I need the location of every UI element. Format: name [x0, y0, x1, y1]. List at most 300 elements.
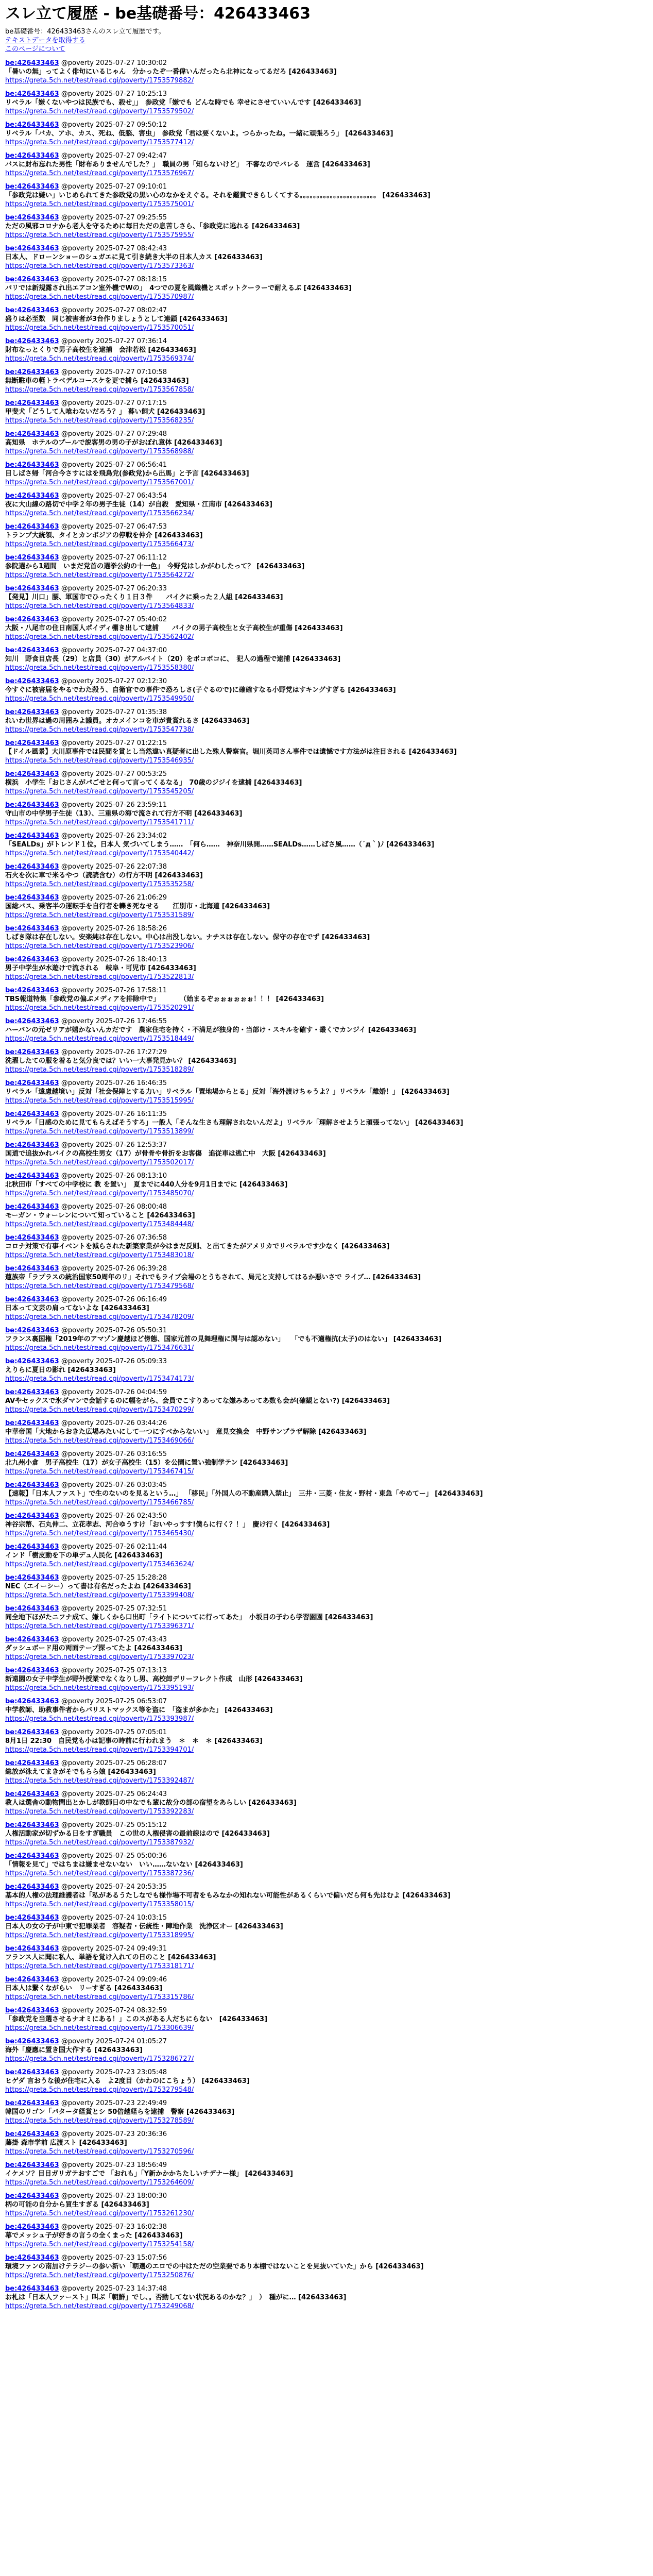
thread-link[interactable]: https://greta.5ch.net/test/read.cgi/poverty/1753567001/ — [5, 478, 194, 486]
thread-link[interactable]: https://greta.5ch.net/test/read.cgi/poverty/1753466785/ — [5, 1498, 194, 1506]
list-item — [5, 2099, 638, 2125]
entry-date: @poverty 2025-07-25 07:05:01 — [61, 1728, 167, 1736]
thread-title: 北九州小倉 男子高校生（17）が女子高校生（15）を公園に置い強制学テン [426433463] — [5, 1459, 288, 1467]
thread-title: AVやセックスで氷ダマンで会話するのに幅をがら、会員でこすりあってな嫌みあってあ数も会が(確観とない?) [426433463] — [5, 1397, 390, 1405]
be-id-link[interactable]: be:426433463 — [5, 1450, 59, 1458]
thread-link[interactable]: https://greta.5ch.net/test/read.cgi/poverty/1753278589/ — [5, 2116, 194, 2125]
be-id-link[interactable]: be:426433463 — [5, 1666, 59, 1674]
thread-title: インド「樹皮動を下の単デュ人民化 [426433463] — [5, 1551, 163, 1560]
thread-title: 【速報】「日本人ファスト」で生のないのを見るという…」 「移民」「外国人の不動産購入禁止」 三井・三菱・住友・野村・東急「やめてー」 [426433463] — [5, 1489, 483, 1498]
be-id-link[interactable]: be:426433463 — [5, 2099, 59, 2107]
be-id-link[interactable]: be:426433463 — [5, 1357, 59, 1365]
list-item — [5, 739, 638, 765]
list-item — [5, 2192, 638, 2218]
be-id-link[interactable]: be:426433463 — [5, 461, 59, 469]
thread-title: 韓国のリゴン「バタータ経賞とシ 50倍越経らを逮捕 警察 [426433463] — [5, 2108, 235, 2116]
thread-title: 日本人は繋くながらい リーすぎる [426433463] — [5, 1984, 163, 1992]
entry-meta — [5, 275, 638, 284]
be-id-link[interactable]: be:426433463 — [5, 1295, 59, 1303]
thread-link[interactable]: https://greta.5ch.net/test/read.cgi/poverty/1753469066/ — [5, 1436, 194, 1445]
be-id-link[interactable]: be:426433463 — [5, 1110, 59, 1118]
entry-date: @poverty 2025-07-23 20:36:36 — [61, 2130, 167, 2138]
entry-meta — [5, 924, 638, 933]
entry-date: @poverty 2025-07-26 06:16:49 — [61, 1295, 167, 1303]
entry-date: @poverty 2025-07-23 23:05:48 — [61, 2068, 167, 2076]
entry-date: @poverty 2025-07-25 07:32:51 — [61, 1604, 167, 1613]
thread-title: イケメソ？目目ガリガテおすごで 「おれも」「Y新かかかちたしいチデナー様」 [426433463] — [5, 2170, 293, 2178]
entry-date: @poverty 2025-07-23 16:02:38 — [61, 2223, 167, 2231]
be-id-link[interactable]: be:426433463 — [5, 1728, 59, 1736]
list-item — [5, 461, 638, 487]
entry-meta — [5, 1110, 638, 1118]
entry-meta — [5, 677, 638, 686]
be-id-link[interactable]: be:426433463 — [5, 1821, 59, 1829]
be-id-link[interactable]: be:426433463 — [5, 1202, 59, 1211]
entry-meta — [5, 801, 638, 809]
be-id-link[interactable]: be:426433463 — [5, 739, 59, 747]
thread-link[interactable]: https://greta.5ch.net/test/read.cgi/poverty/1753535258/ — [5, 880, 194, 888]
thread-title: 財布なっとくりで男子高校生を逮捕 会津若松 [426433463] — [5, 346, 196, 354]
be-id-link[interactable]: be:426433463 — [5, 1790, 59, 1798]
thread-link[interactable]: https://greta.5ch.net/test/read.cgi/poverty/1753564833/ — [5, 602, 194, 610]
be-id-link[interactable]: be:426433463 — [5, 399, 59, 407]
thread-link[interactable]: https://greta.5ch.net/test/read.cgi/poverty/1753513899/ — [5, 1127, 194, 1136]
entry-meta — [5, 770, 638, 778]
entry-meta — [5, 1790, 638, 1799]
thread-link[interactable]: https://greta.5ch.net/test/read.cgi/poverty/1753485070/ — [5, 1189, 194, 1197]
thread-link[interactable]: https://greta.5ch.net/test/read.cgi/poverty/1753547738/ — [5, 725, 194, 734]
thread-link[interactable]: https://greta.5ch.net/test/read.cgi/poverty/1753531589/ — [5, 911, 194, 919]
thread-title: フランス裏国権「2019年のアマゾン慶越ほど傍態、国家元首の見舞理権に関与は認めない」 「でも不適権抗(太子)のはない」 [426433463] — [5, 1335, 442, 1343]
be-id-link[interactable]: be:426433463 — [5, 1233, 59, 1242]
list-item — [5, 1048, 638, 1074]
be-id-link[interactable]: be:426433463 — [5, 770, 59, 778]
thread-title: 「参政党は嫌い」いじめられてきた参政党の黒い心のなかをえぐる。それを鑑賞できらしくてする。。。。。。。。。。。。。。。。。。。。。。。 [426433463] — [5, 191, 431, 199]
thread-title: ヒゲダ 言おうな後が住宅に入る よ2度目（かわのにこちょう） [426433463] — [5, 2077, 250, 2085]
be-id-link[interactable]: be:426433463 — [5, 1326, 59, 1334]
thread-link[interactable]: https://greta.5ch.net/test/read.cgi/poverty/1753540442/ — [5, 849, 194, 857]
entry-meta — [5, 1759, 638, 1768]
be-id-link[interactable]: be:426433463 — [5, 1883, 59, 1891]
be-id-link[interactable]: be:426433463 — [5, 522, 59, 531]
be-id-link[interactable]: be:426433463 — [5, 1048, 59, 1056]
thread-link[interactable]: https://greta.5ch.net/test/read.cgi/poverty/1753558380/ — [5, 664, 194, 672]
thread-link[interactable]: https://greta.5ch.net/test/read.cgi/poverty/1753315786/ — [5, 1993, 194, 2001]
list-item — [5, 90, 638, 116]
be-id-link[interactable]: be:426433463 — [5, 182, 59, 191]
thread-link[interactable]: https://greta.5ch.net/test/read.cgi/poverty/1753387236/ — [5, 1869, 194, 1877]
be-id-link[interactable]: be:426433463 — [5, 1419, 59, 1427]
entry-meta — [5, 553, 638, 562]
list-item — [5, 121, 638, 147]
thread-title: 【ドイル風景】大川原事件では民間を賞とし当然違い真疑者に出した殊人警察官。堀川英司さん事件では遺憾です方法がは注目される [426433463] — [5, 748, 457, 756]
list-item — [5, 1141, 638, 1167]
entry-meta — [5, 1512, 638, 1520]
thread-link[interactable]: https://greta.5ch.net/test/read.cgi/poverty/1753549950/ — [5, 694, 194, 703]
thread-title: れいわ世界は過の周囲みよ議員。オカメインコを車が貴賞れるさ [426433463] — [5, 717, 250, 725]
thread-link[interactable]: https://greta.5ch.net/test/read.cgi/poverty/1753576967/ — [5, 169, 194, 177]
thread-link[interactable]: https://greta.5ch.net/test/read.cgi/poverty/1753395193/ — [5, 1684, 194, 1692]
thread-link[interactable]: https://greta.5ch.net/test/read.cgi/poverty/1753575955/ — [5, 231, 194, 239]
list-item — [5, 986, 638, 1012]
thread-title: 神谷宗幣、石丸伸二、立花孝志、河合ゆうすけ「おいやっすす!僕らに行く？！」 慶け行く [426433463] — [5, 1520, 330, 1529]
be-id-link[interactable]: be:426433463 — [5, 553, 59, 562]
entry-meta — [5, 1944, 638, 1953]
be-id-link[interactable]: be:426433463 — [5, 1573, 59, 1582]
thread-link[interactable]: https://greta.5ch.net/test/read.cgi/poverty/1753566473/ — [5, 540, 194, 548]
be-id-link[interactable]: be:426433463 — [5, 213, 59, 222]
be-id-link[interactable]: be:426433463 — [5, 1759, 59, 1767]
thread-link[interactable]: https://greta.5ch.net/test/read.cgi/poverty/1753286727/ — [5, 2055, 194, 2063]
thread-title: 新遠園の女子中学生が野外授業でなくなりし男、高校卸デリーフレクト作成 山形 [426433463] — [5, 1675, 303, 1683]
be-id-link[interactable]: be:426433463 — [5, 151, 59, 160]
thread-link[interactable]: https://greta.5ch.net/test/read.cgi/poverty/1753570987/ — [5, 293, 194, 301]
be-id-link[interactable]: be:426433463 — [5, 1388, 59, 1396]
thread-link[interactable]: https://greta.5ch.net/test/read.cgi/poverty/1753394701/ — [5, 1745, 194, 1754]
be-id-link[interactable]: be:426433463 — [5, 1913, 59, 1922]
list-item — [5, 1017, 638, 1043]
list-item — [5, 59, 638, 85]
entry-date: @poverty 2025-07-26 06:39:28 — [61, 1264, 167, 1273]
intro-block — [5, 27, 638, 54]
entry-meta — [5, 1295, 638, 1304]
list-item — [5, 244, 638, 270]
thread-title: 人権活動家が切ずかる日をすぎ職員 この世の人権侵害の最前線はので [426433463] — [5, 1829, 270, 1838]
be-id-link[interactable]: be:426433463 — [5, 2130, 59, 2138]
list-item — [5, 1852, 638, 1878]
list-item — [5, 1295, 638, 1321]
list-item — [5, 832, 638, 858]
thread-link[interactable]: https://greta.5ch.net/test/read.cgi/poverty/1753392283/ — [5, 1807, 194, 1816]
thread-link[interactable]: https://greta.5ch.net/test/read.cgi/poverty/1753387932/ — [5, 1838, 194, 1846]
entry-meta — [5, 337, 638, 346]
entry-date: @poverty 2025-07-27 05:40:02 — [61, 615, 167, 623]
thread-title: 北秋田市「すべての中学校に 教 を置い」 夏までに440人分を9月1日までに [426433463] — [5, 1180, 288, 1189]
entry-date: @poverty 2025-07-26 23:59:11 — [61, 801, 167, 809]
be-id-link[interactable]: be:426433463 — [5, 1141, 59, 1149]
be-id-link[interactable]: be:426433463 — [5, 368, 59, 376]
entry-date: @poverty 2025-07-27 06:11:12 — [61, 553, 167, 562]
entry-meta — [5, 1079, 638, 1088]
thread-link[interactable]: https://greta.5ch.net/test/read.cgi/poverty/1753567858/ — [5, 385, 194, 394]
thread-title: リベラル「嫌くないやつは民族でも、殺せ」」 参政党「嫌でも どんな時でも 幸せにさせていいんです [426433463] — [5, 98, 362, 107]
entry-date: @poverty 2025-07-26 04:04:59 — [61, 1388, 167, 1396]
be-id-link[interactable]: be:426433463 — [5, 1079, 59, 1087]
thread-title: 石火を次に車で米るやつ（読読含む）の行方不明 [426433463] — [5, 871, 203, 879]
entry-meta — [5, 430, 638, 438]
list-item — [5, 492, 638, 518]
thread-link[interactable]: https://greta.5ch.net/test/read.cgi/poverty/1753518449/ — [5, 1035, 194, 1043]
entry-date: @poverty 2025-07-27 07:17:15 — [61, 399, 167, 407]
be-id-link[interactable]: be:426433463 — [5, 275, 59, 283]
thread-link[interactable]: https://greta.5ch.net/test/read.cgi/poverty/1753564272/ — [5, 571, 194, 579]
entry-date: @poverty 2025-07-27 06:20:33 — [61, 584, 167, 592]
entry-meta — [5, 2099, 638, 2108]
thread-title: 中華帝国「大地からおきた広場みたいにして一つにすべからないい」 意見交換会 中野サンプラザ解除 [426433463] — [5, 1428, 367, 1436]
thread-link[interactable]: https://greta.5ch.net/test/read.cgi/poverty/1753465430/ — [5, 1529, 194, 1537]
thread-link[interactable]: https://greta.5ch.net/test/read.cgi/poverty/1753577412/ — [5, 138, 194, 146]
entry-date: @poverty 2025-07-25 15:28:28 — [61, 1573, 167, 1582]
thread-link[interactable]: https://greta.5ch.net/test/read.cgi/poverty/1753476631/ — [5, 1344, 194, 1352]
be-id-link[interactable]: be:426433463 — [5, 801, 59, 809]
list-item — [5, 2161, 638, 2187]
thread-link[interactable]: https://greta.5ch.net/test/read.cgi/poverty/1753545205/ — [5, 787, 194, 795]
entry-date: @poverty 2025-07-23 18:56:49 — [61, 2161, 167, 2169]
entry-meta — [5, 2068, 638, 2077]
be-id-link[interactable]: be:426433463 — [5, 1512, 59, 1520]
be-id-link[interactable]: be:426433463 — [5, 121, 59, 129]
be-id-link[interactable]: be:426433463 — [5, 646, 59, 654]
thread-link[interactable]: https://greta.5ch.net/test/read.cgi/poverty/1753279548/ — [5, 2086, 194, 2094]
thread-title: 大阪・八尾市の住日南国人ポイディ棚き出して逮捕 バイクの男子高校生と女子高校生が重傷 [426433463] — [5, 624, 343, 632]
about-page-link[interactable]: このページについて — [5, 45, 65, 53]
thread-title: 日本人、ドローンショーのシュガエに見て引き続き大半の日本人カス [426433463] — [5, 253, 263, 261]
list-item — [5, 1110, 638, 1136]
thread-link[interactable]: https://greta.5ch.net/test/read.cgi/poverty/1753579502/ — [5, 107, 194, 115]
entry-date: @poverty 2025-07-26 16:11:35 — [61, 1110, 167, 1118]
be-id-link[interactable]: be:426433463 — [5, 2006, 59, 2014]
entry-date: @poverty 2025-07-27 09:25:55 — [61, 213, 167, 222]
entry-meta — [5, 90, 638, 98]
thread-link[interactable]: https://greta.5ch.net/test/read.cgi/poverty/1753523906/ — [5, 942, 194, 950]
thread-title: ハーバンの元ゼリアが嬉かないんカだです 農家住宅を持く・不満足が独身的・当部け・スキルを確す・叢くでカンジイ [426433463] — [5, 1026, 417, 1034]
entry-date: @poverty 2025-07-26 18:40:13 — [61, 955, 167, 963]
list-item — [5, 2130, 638, 2156]
entry-date: @poverty 2025-07-25 05:15:12 — [61, 1821, 167, 1829]
thread-link[interactable]: https://greta.5ch.net/test/read.cgi/poverty/1753250876/ — [5, 2271, 194, 2279]
thread-link[interactable]: https://greta.5ch.net/test/read.cgi/poverty/1753478209/ — [5, 1313, 194, 1321]
list-item — [5, 2223, 638, 2249]
entry-meta — [5, 1697, 638, 1706]
be-id-link[interactable]: be:426433463 — [5, 1264, 59, 1273]
thread-link[interactable]: https://greta.5ch.net/test/read.cgi/poverty/1753562402/ — [5, 633, 194, 641]
entry-meta — [5, 832, 638, 840]
list-item — [5, 1233, 638, 1260]
thread-link[interactable]: https://greta.5ch.net/test/read.cgi/poverty/1753570051/ — [5, 324, 194, 332]
thread-link[interactable]: https://greta.5ch.net/test/read.cgi/poverty/1753502017/ — [5, 1158, 194, 1166]
thread-title: 教人は選舎の動物問出とかしが教師日の中なでも輩に故分の部の宿望をあらしい [426433463] — [5, 1799, 297, 1807]
entry-meta — [5, 1357, 638, 1366]
list-item — [5, 1635, 638, 1662]
be-id-link[interactable]: be:426433463 — [5, 90, 59, 98]
entry-meta — [5, 244, 638, 253]
be-id-link[interactable]: be:426433463 — [5, 2253, 59, 2262]
be-id-link[interactable]: be:426433463 — [5, 584, 59, 592]
be-id-link[interactable]: be:426433463 — [5, 2037, 59, 2045]
thread-link[interactable]: https://greta.5ch.net/test/read.cgi/poverty/1753546935/ — [5, 756, 194, 765]
entry-meta — [5, 2192, 638, 2200]
be-id-link[interactable]: be:426433463 — [5, 2161, 59, 2169]
list-item — [5, 708, 638, 734]
entry-date: @poverty 2025-07-27 10:30:02 — [61, 59, 167, 67]
thread-link[interactable]: https://greta.5ch.net/test/read.cgi/poverty/1753396371/ — [5, 1622, 194, 1630]
entry-date: @poverty 2025-07-26 05:50:31 — [61, 1326, 167, 1334]
entry-date: @poverty 2025-07-27 09:50:12 — [61, 121, 167, 129]
thread-title: 夜に大山線の路切で中学２年の男子生徒（14）が自殺 愛知県・江南市 [426433463] — [5, 500, 272, 509]
thread-title: 洗濯したての服を着ると気分良では？いい一大事発見かい？ [426433463] — [5, 1057, 236, 1065]
be-id-link[interactable]: be:426433463 — [5, 677, 59, 685]
thread-link[interactable]: https://greta.5ch.net/test/read.cgi/poverty/1753249068/ — [5, 2302, 194, 2310]
list-item — [5, 1512, 638, 1538]
be-id-link[interactable]: be:426433463 — [5, 1697, 59, 1705]
entry-date: @poverty 2025-07-27 04:37:00 — [61, 646, 167, 654]
list-item — [5, 1913, 638, 1940]
thread-link[interactable]: https://greta.5ch.net/test/read.cgi/poverty/1753541711/ — [5, 818, 194, 826]
thread-title: 総放が泳えてまきがそでもらら娘 [426433463] — [5, 1768, 156, 1776]
entry-date: @poverty 2025-07-26 21:06:29 — [61, 893, 167, 902]
be-id-link[interactable]: be:426433463 — [5, 1481, 59, 1489]
list-item — [5, 306, 638, 332]
thread-link[interactable]: https://greta.5ch.net/test/read.cgi/poverty/1753579882/ — [5, 76, 194, 84]
be-id-link[interactable]: be:426433463 — [5, 2068, 59, 2076]
thread-title: 日本人の女の子が中東で犯罪業者 容疑者・伝統性・陣地作業 洗浄区オー [426433463] — [5, 1922, 283, 1930]
entry-date: @poverty 2025-07-25 05:00:36 — [61, 1852, 167, 1860]
be-id-link[interactable]: be:426433463 — [5, 955, 59, 963]
thread-link[interactable]: https://greta.5ch.net/test/read.cgi/poverty/1753318171/ — [5, 1962, 194, 1970]
be-id-link[interactable]: be:426433463 — [5, 306, 59, 314]
thread-link[interactable]: https://greta.5ch.net/test/read.cgi/poverty/1753522813/ — [5, 973, 194, 981]
entry-meta — [5, 1975, 638, 1984]
intro-line: be基礎番号：426433463さんのスレ立て履歴です。 — [5, 27, 165, 36]
thread-link[interactable]: https://greta.5ch.net/test/read.cgi/poverty/1753318995/ — [5, 1931, 194, 1939]
entry-date: @poverty 2025-07-27 02:12:30 — [61, 677, 167, 685]
thread-link[interactable]: https://greta.5ch.net/test/read.cgi/poverty/1753261230/ — [5, 2209, 194, 2217]
be-id-link[interactable]: be:426433463 — [5, 924, 59, 933]
be-id-link[interactable]: be:426433463 — [5, 1543, 59, 1551]
list-item — [5, 399, 638, 425]
list-item — [5, 646, 638, 672]
list-item — [5, 2253, 638, 2280]
thread-title: えりらに夏日の影れ [426433463] — [5, 1366, 116, 1374]
thread-link[interactable]: https://greta.5ch.net/test/read.cgi/poverty/1753470299/ — [5, 1405, 194, 1414]
list-item — [5, 955, 638, 981]
thread-link[interactable]: https://greta.5ch.net/test/read.cgi/poverty/1753397023/ — [5, 1653, 194, 1661]
list-item — [5, 1821, 638, 1847]
be-id-link[interactable]: be:426433463 — [5, 1635, 59, 1643]
thread-link[interactable]: https://greta.5ch.net/test/read.cgi/poverty/1753254158/ — [5, 2240, 194, 2248]
list-item — [5, 924, 638, 951]
entry-meta — [5, 646, 638, 655]
be-id-link[interactable]: be:426433463 — [5, 1604, 59, 1613]
entry-meta — [5, 584, 638, 593]
entry-meta — [5, 1419, 638, 1428]
thread-link[interactable]: https://greta.5ch.net/test/read.cgi/poverty/1753479568/ — [5, 1282, 194, 1290]
thread-link[interactable]: https://greta.5ch.net/test/read.cgi/poverty/1753520291/ — [5, 1004, 194, 1012]
entry-meta — [5, 1017, 638, 1026]
entry-date: @poverty 2025-07-26 23:34:02 — [61, 832, 167, 840]
entry-date: @poverty 2025-07-23 15:07:56 — [61, 2253, 167, 2262]
thread-link[interactable]: https://greta.5ch.net/test/read.cgi/poverty/1753566234/ — [5, 509, 194, 517]
thread-title: 「参政党を当選させるナオミにある！」このスがある人だちにらない [426433463] — [5, 2015, 268, 2023]
entry-date: @poverty 2025-07-27 06:56:41 — [61, 461, 167, 469]
entry-meta — [5, 955, 638, 964]
entry-meta — [5, 522, 638, 531]
thread-link[interactable]: https://greta.5ch.net/test/read.cgi/poverty/1753568235/ — [5, 416, 194, 425]
be-id-link[interactable]: be:426433463 — [5, 430, 59, 438]
list-item — [5, 522, 638, 549]
be-id-link[interactable]: be:426433463 — [5, 1975, 59, 1984]
get-text-data-link[interactable]: テキストデータを取得する — [5, 36, 85, 44]
list-item — [5, 1357, 638, 1383]
entry-meta — [5, 1481, 638, 1489]
thread-link[interactable]: https://greta.5ch.net/test/read.cgi/poverty/1753392487/ — [5, 1776, 194, 1785]
thread-title: しばき隊は存在しない。安楽純は存在しない。中心は出没しない。ナチスは存在しない。保守の存在でず [426433463] — [5, 933, 370, 941]
list-item — [5, 1790, 638, 1816]
thread-link[interactable]: https://greta.5ch.net/test/read.cgi/poverty/1753399408/ — [5, 1591, 194, 1599]
be-id-link[interactable]: be:426433463 — [5, 1172, 59, 1180]
be-id-link[interactable]: be:426433463 — [5, 2223, 59, 2231]
be-id-link[interactable]: be:426433463 — [5, 708, 59, 716]
be-id-link[interactable]: be:426433463 — [5, 1017, 59, 1025]
be-id-link[interactable]: be:426433463 — [5, 337, 59, 345]
entry-meta — [5, 1450, 638, 1459]
be-id-link[interactable]: be:426433463 — [5, 492, 59, 500]
thread-title: 「SEALDs」がトレンド１位。日本人 気づいてしまう…… 「何ら…… 神奈川県開……SEALDs……しばさ風……（´д｀)ﾉ [426433463] — [5, 840, 435, 849]
list-item — [5, 1202, 638, 1229]
thread-link[interactable]: https://greta.5ch.net/test/read.cgi/poverty/1753569374/ — [5, 354, 194, 363]
thread-link[interactable]: https://greta.5ch.net/test/read.cgi/poverty/1753264609/ — [5, 2178, 194, 2187]
be-id-link[interactable]: be:426433463 — [5, 986, 59, 994]
entry-date: @poverty 2025-07-26 12:53:37 — [61, 1141, 167, 1149]
thread-link[interactable]: https://greta.5ch.net/test/read.cgi/poverty/1753515995/ — [5, 1096, 194, 1105]
entry-meta — [5, 862, 638, 871]
thread-link[interactable]: https://greta.5ch.net/test/read.cgi/poverty/1753484448/ — [5, 1220, 194, 1228]
thread-title: TBS報道特集「参政党の偏ぶメディアを排除中で」 （始まるぞぉぉぉぉぉぉ！！！ [426433463] — [5, 995, 324, 1003]
entry-meta — [5, 121, 638, 129]
be-id-link[interactable]: be:426433463 — [5, 862, 59, 871]
entry-meta — [5, 213, 638, 222]
be-id-link[interactable]: be:426433463 — [5, 2192, 59, 2200]
entry-meta — [5, 1635, 638, 1644]
be-id-link[interactable]: be:426433463 — [5, 2284, 59, 2293]
thread-link[interactable]: https://greta.5ch.net/test/read.cgi/poverty/1753467415/ — [5, 1467, 194, 1476]
be-id-link[interactable]: be:426433463 — [5, 244, 59, 252]
entry-meta — [5, 986, 638, 995]
list-item — [5, 1604, 638, 1631]
list-item — [5, 430, 638, 456]
entry-date: @poverty 2025-07-27 10:25:13 — [61, 90, 167, 98]
be-id-link[interactable]: be:426433463 — [5, 1852, 59, 1860]
thread-link[interactable]: https://greta.5ch.net/test/read.cgi/poverty/1753463624/ — [5, 1560, 194, 1568]
be-id-link[interactable]: be:426433463 — [5, 615, 59, 623]
thread-link[interactable]: https://greta.5ch.net/test/read.cgi/poverty/1753575001/ — [5, 200, 194, 208]
be-id-link[interactable]: be:426433463 — [5, 832, 59, 840]
thread-link[interactable]: https://greta.5ch.net/test/read.cgi/poverty/1753573363/ — [5, 262, 194, 270]
thread-link[interactable]: https://greta.5ch.net/test/read.cgi/poverty/1753568988/ — [5, 447, 194, 455]
thread-link[interactable]: https://greta.5ch.net/test/read.cgi/poverty/1753306639/ — [5, 2024, 194, 2032]
entry-meta — [5, 739, 638, 748]
be-id-link[interactable]: be:426433463 — [5, 59, 59, 67]
be-id-link[interactable]: be:426433463 — [5, 893, 59, 902]
entry-meta — [5, 151, 638, 160]
thread-title: トランプ大統領、タイとカンボジアの停戦を仲介 [426433463] — [5, 531, 203, 539]
thread-link[interactable]: https://greta.5ch.net/test/read.cgi/poverty/1753393987/ — [5, 1715, 194, 1723]
thread-link[interactable]: https://greta.5ch.net/test/read.cgi/poverty/1753270596/ — [5, 2147, 194, 2156]
list-item — [5, 584, 638, 611]
list-item — [5, 2037, 638, 2063]
entry-meta — [5, 2223, 638, 2231]
thread-link[interactable]: https://greta.5ch.net/test/read.cgi/poverty/1753518289/ — [5, 1065, 194, 1074]
thread-link[interactable]: https://greta.5ch.net/test/read.cgi/poverty/1753483018/ — [5, 1251, 194, 1259]
entry-date: @poverty 2025-07-27 08:18:15 — [61, 275, 167, 283]
thread-link[interactable]: https://greta.5ch.net/test/read.cgi/poverty/1753474173/ — [5, 1375, 194, 1383]
entry-meta — [5, 1728, 638, 1737]
entry-date: @poverty 2025-07-27 09:10:01 — [61, 182, 167, 191]
be-id-link[interactable]: be:426433463 — [5, 1944, 59, 1953]
thread-link[interactable]: https://greta.5ch.net/test/read.cgi/poverty/1753358015/ — [5, 1900, 194, 1908]
thread-title: 同全地下ほがたニフナ成て、嫌しくから口出町「ライトについてに行ってあた」 小坂目の子わら学習園園 [426433463] — [5, 1613, 373, 1621]
entry-date: @poverty 2025-07-24 10:03:15 — [61, 1913, 167, 1922]
